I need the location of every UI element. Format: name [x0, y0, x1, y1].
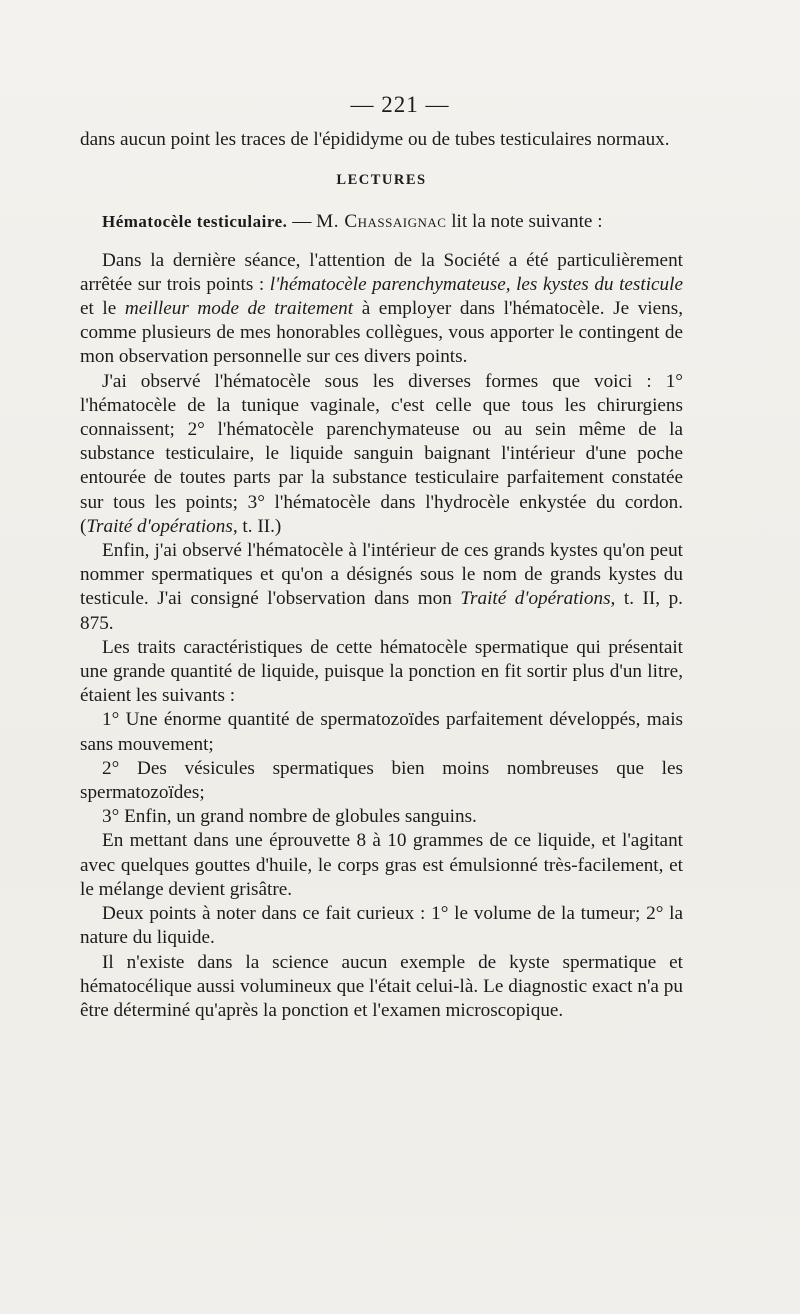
p3-text-a: J'ai observé l'hématocèle sous les diverses formes que voici : 1° l'hématocèle de la tunique vaginale, c'est celle que tous les chirurgiens connaissent; 2° l'hématocèle parenchymateuse ou au sein même de la substance testiculaire, le liquide sanguin baignant l'intérieur d'une poche entourée de toutes parts par la substance testiculaire parfaitement constatée sur tous les points; 3° l'hématocèle dans l'hydrocèle enkystée du cordon. (	[80, 370, 683, 537]
author-name: M. Chassaignac	[316, 211, 447, 233]
list-item-2: 2° Des vésicules spermatiques bien moins nombreuses que les spermatozoïdes;	[80, 757, 683, 804]
p2-italic-2: meilleur mode de traitement	[124, 298, 354, 320]
p2-text-b: et le	[80, 298, 125, 320]
p2-text-a: Dans la dernière séance, l'attention de la Société a été particulièrement arrêtée sur trois points :	[80, 249, 683, 295]
p3-italic: Traité d'opérations,	[86, 515, 238, 537]
p4-text-b: t. II, p. 875.	[80, 588, 683, 634]
section-heading: LECTURES	[336, 172, 427, 189]
list-item-1: 1° Une énorme quantité de spermatozoïdes parfaitement développés, mais sans mouvement;	[80, 709, 683, 755]
paragraph-4	[80, 539, 683, 636]
title-dash: —	[287, 211, 317, 233]
body-text	[80, 128, 683, 1023]
paragraph-2	[80, 249, 683, 370]
paragraph-11: Il n'existe dans la science aucun exemple de kyste spermatique et hématocélique aussi volumineux que l'était celui-là. Le diagnostic exact n'a pu être déterminé qu'après la ponction et l'examen microscopique.	[80, 951, 683, 1021]
p4-text-a: Enfin, j'ai observé l'hématocèle à l'intérieur de ces grands kystes qu'on peut nommer spermatiques et qu'on a désignés sous le nom de grands kystes du testicule. J'ai consigné l'observation dans mon	[80, 540, 683, 610]
lecture-title: Hématocèle testiculaire.	[102, 212, 288, 232]
p2-italic-1: l'hématocèle parenchymateuse, les kystes du testicule	[269, 273, 684, 295]
paragraph-3	[80, 370, 683, 539]
list-item-3: 3° Enfin, un grand nombre de globules sanguins.	[102, 806, 477, 828]
paragraph-continuation: dans aucun point les traces de l'épididyme ou de tubes testiculaires normaux.	[80, 129, 670, 150]
p2-text-c: à employer dans l'hématocèle. Je viens, comme plusieurs de mes honorables collègues, vous apporter le contingent de mon observation personnelle sur ces divers points.	[80, 298, 684, 368]
p3-text-b: t. II.)	[237, 515, 282, 537]
page-number: — 221 —	[350, 92, 450, 117]
paragraph-5: Les traits caractéristiques de cette hématocèle spermatique qui présentait une grande quantité de liquide, puisque la ponction en fit sortir plus d'un litre, étaient les suivants :	[80, 636, 683, 707]
lecture-intro-rest: lit la note suivante :	[446, 211, 603, 233]
paragraph-lecture-intro	[80, 210, 683, 234]
paragraph-10: Deux points à noter dans ce fait curieux : 1° le volume de la tumeur; 2° la nature du liquide.	[80, 903, 683, 949]
p4-italic: Traité d'opérations,	[460, 588, 616, 610]
paragraph-9: En mettant dans une éprouvette 8 à 10 grammes de ce liquide, et l'agitant avec quelques gouttes d'huile, le corps gras est émulsionné très-facilement, et le mélange devient grisâtre.	[80, 830, 683, 900]
